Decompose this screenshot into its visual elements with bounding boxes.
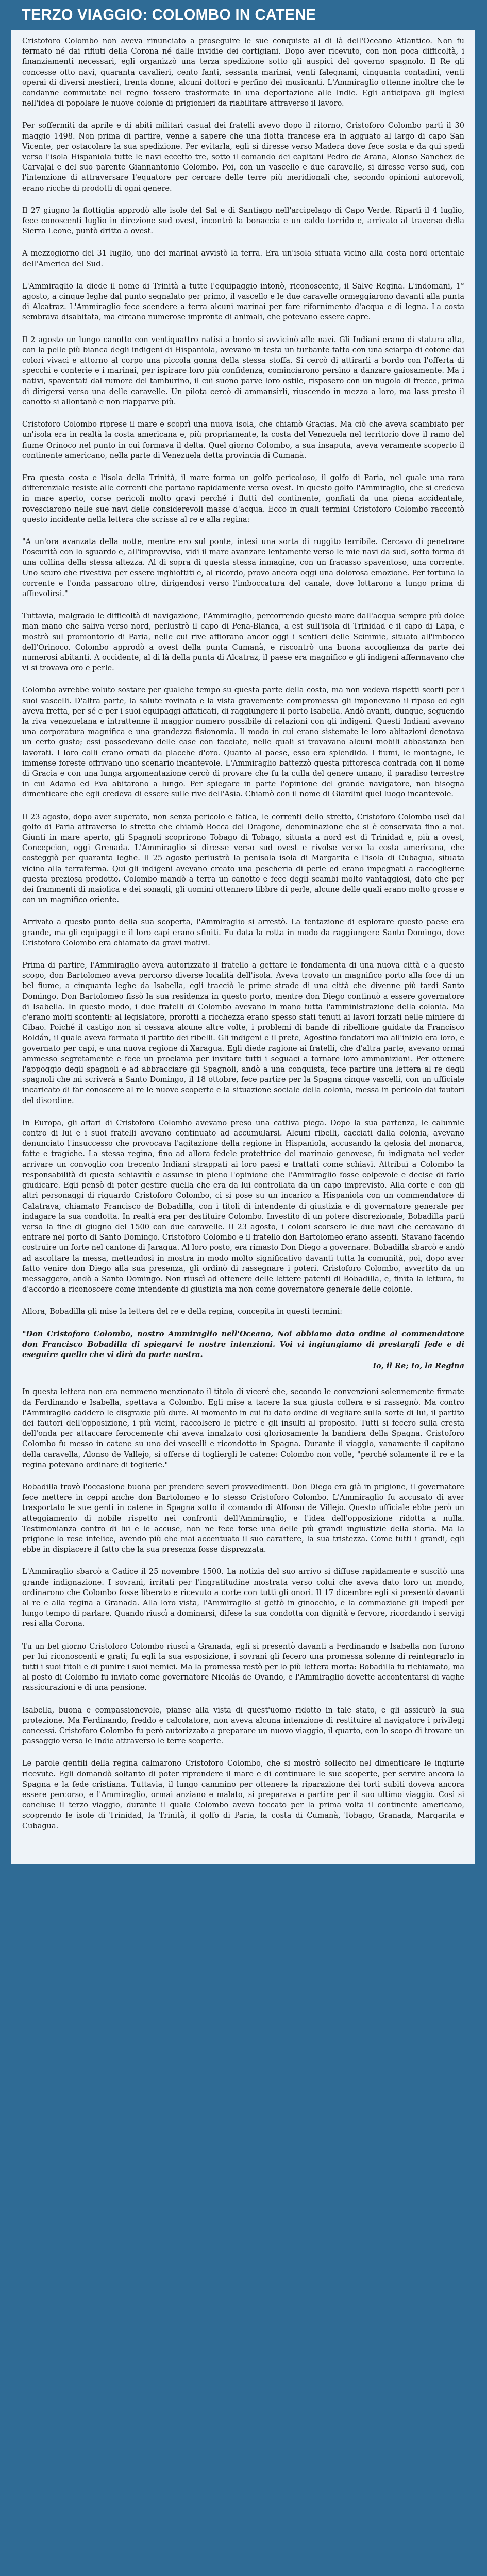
paragraph: L'Ammiraglio la diede il nome di Trinità a tutte l'equipaggio intonò, riconoscente, il Salve Regina. L'indomani, 1° agosto, a cinque leghe dal punto segnalato per primo, il vascello e le due caravelle ormeggiarono davanti alla punta di Alcatraz. L'Ammiraglio fece scendere a terra alcuni marinai per fare rifornimento d'acqua e di legna. La costa sembrava disabitata, ma circano numerose impronte di animali, che potevano essere capre.	[22, 282, 464, 322]
paragraph: A mezzogiorno del 31 luglio, uno dei marinai avvistò la terra. Era un'isola situata vicino alla costa nord orientale dell'America del Sud.	[22, 249, 464, 268]
page-title: TERZO VIAGGIO: COLOMBO IN CATENE	[22, 6, 316, 23]
paragraph: Il 2 agosto un lungo canotto con ventiquattro natisi a bordo si avvicinò alle navi. Gli Indiani erano di statura alta, con la pelle più bianca degli indigeni di Hispaniola, avevano in testa un turbante fatto con una sciarpa di cotone dai colori vivaci e attorno al corpo una piccola gonna della stessa stoffa. Si cercò di attirarli a bordo con l'offerta di specchi e conterie e i marinai, per ispirare loro più confidenza, cominciarono persino a danzare gaiosamente. Ma i nativi, spaventati dal rumore del tamburino, il cui suono parve loro ostile, risposero con un nugolo di frecce, prima di dirigersi verso una delle caravelle. Un pilota cercò di ammansirli, riuscendo in mezzo a loro, ma lass presto il canotto si allontanò e non riapparve più.	[22, 335, 464, 406]
paragraph: Allora, Bobadilla gli mise la lettera del re e della regina, concepita in questi termini:	[22, 1308, 342, 1316]
paragraph: Bobadilla trovò l'occasione buona per prendere severi provvedimenti. Don Diego era già in prigione, il governatore fece mettere in ceppi anche don Bartolomeo e lo stesso Cristoforo Colombo. L'Ammiraglio fu accusato di aver trasportato le sue genti in catene in Spagna sotto il comando di Alfonso de Villejo. Questo ufficiale ebbe però un atteggiamento di nobile rispetto nei confronti dell'Ammiraglio, e l'idea dell'opposizione ridotta a nulla. Testimonianza contro di lui e le accuse, non ne fece forse una delle più grandi ingiustizie della storia. Ma la prigione lo rese infelice, avendo più che mai accentuato il suo carattere, la sua tristezza. Come tutti i grandi, egli ebbe in dispiacere il fatto che la sua presenza fosse disprezzata.	[22, 1483, 464, 1554]
paragraph: Colombo avrebbe voluto sostare per qualche tempo su questa parte della costa, ma non vedeva rispetti scorti per i suoi vascelli. D'altra parte, la salute rovinata e la vista gravemente compromessa gli imponevano il riposo ed egli aveva fretta, per sé e per i suoi equipaggi affaticati, di raggiungere il porto Isabella. Andò avanti, dunque, seguendo la riva venezuelana e intrattenne il maggior numero possibile di relazioni con gli indigeni. Questi Indiani avevano una corporatura magnifica e una grandezza fisionomia. Il modo in cui erano sistemate le loro abitazioni denotava un certo gusto; essi possedevano delle case con facciate, nelle quali si trovavano alcuni mobili abbastanza ben lavorati. I loro colli erano ornati da placche d'oro. Quanto al paese, esso era splendido. I fiumi, le montagne, le immense foreste offrivano uno scenario incantevole. L'Ammiraglio battezzò questa pittoresca contrada con il nome di Gracia e con una lunga argomentazione cercò di provare che fu la culla del genere umano, il paradiso terrestre in cui Adamo ed Eva abitarono a lungo. Per spiegare in parte l'opinione del grande navigatore, non bisogna dimenticare che egli credeva di essere sulle rive dell'Asia. Chiamò con il nome di Giardini quel luogo incantevole.	[22, 686, 464, 799]
paragraph: In questa lettera non era nemmeno menzionato il titolo di viceré che, secondo le convenzioni solennemente firmate da Ferdinando e Isabella, spettava a Colombo. Egli mise a tacere la sua giusta collera e si rassegnò. Ma contro l'Ammiraglio caddero le disgrazie più dure. Al momento in cui fu dato ordine di vegliare sulla sorte di lui, il partito dei fautori dell'opposizione, i più vicini, raccolsero le pietre e gli insulti al proposito. Tutti si fecero sulla cresta dell'onda per attaccare ferocemente chi aveva innalzato così gloriosamente la bandiera della Spagna. Cristoforo Colombo fu messo in catene su uno dei vascelli e ricondotto in Spagna. Durante il viaggio, vanamente il capitano della caravella, Alonso de Vallejo, si offerse di togliergli le catene: Colombo non volle, "perché solamente il re e la regina potevano ordinare di toglierle."	[22, 1388, 464, 1469]
paragraph: Cristoforo Colombo non aveva rinunciato a proseguire le sue conquiste al di là dell'Oceano Atlantico. Non fu fermato né dai rifiuti della Corona né dalle invidie dei cortigiani. Dopo aver ricevuto, con non poca difficoltà, i finanziamenti necessari, egli organizzò una terza spedizione sotto gli auspici del governo spagnolo. Il Re gli concesse otto navi, quaranta cavalieri, cento fanti, sessanta marinai, venti falegnami, cinquanta contadini, venti operai di diversi mestieri, trenta donne, alcuni dottori e perfino dei musicanti. L'Ammiraglio ottenne inoltre che le condanne commutate nel regno fossero trasformate in una deportazione alle Indie. Egli anticipava gli inglesi nell'idea di popolare le nuove colonie di prigionieri da riabilitare attraverso il lavoro.	[22, 37, 464, 108]
paragraph: Prima di partire, l'Ammiraglio aveva autorizzato il fratello a gettare le fondamenta di una nuova città e a questo scopo, don Bartolomeo aveva percorso diverse località dell'isola. Aveva trovato un magnifico porto alla foce di un bel fiume, a cinquanta leghe da Isabella, egli tracciò le prime strade di una città che divenne più tardi Santo Domingo. Don Bartolomeo fissò la sua residenza in questo porto, mentre don Diego continuò a essere governatore di Isabella. In questo modo, i due fratelli di Colombo avevano in mano tutta l'amministrazione della colonia. Ma c'erano molti scontenti: al legislatore, prorotti a ricchezza erano spesso stati tenuti ai lavori forzati nelle miniere di Cibao. Poiché il castigo non si cessava alcune altre volte, i problemi di bande di ribellione guidate da Francisco Roldán, il quale aveva formato il partito dei ribelli. Gli indigeni e il prete, Agostino fondatori ma all'inizio era loro, e governato per capi, e una nuova regione di Xaragua. Egli diede ragione ai fratelli, che d'altra parte, avevano ormai ammesso segretamente e fece un proclama per invitare tutti i seguaci a tornare loro ammonizioni. Per ottenere l'appoggio degli spagnoli e ad abbracciare gli Spagnoli, andò a una conquista, fece partire una lettera al re degli spagnoli che mi scriverà a Santo Domingo, il 18 ottobre, fece partire per la Spagna cinque vascelli, con un ufficiale incaricato di far conoscere al re le nuove scoperte e la situazione sociale della colonia, messa in pericolo dai fautori del disordine.	[22, 961, 464, 1105]
paragraph: Fra questa costa e l'isola della Trinità, il mare forma un golfo pericoloso, il golfo di Paria, nel quale una rara differenziale resiste alle correnti che portano rapidamente verso ovest. In questo golfo l'Ammiraglio, che si credeva in mare aperto, corse pericoli molto gravi perché i flutti del continente, gonfiati da una piena accidentale, rovesciarono nelle sue navi delle considerevoli masse d'acqua. Ecco in quali termini Cristoforo Colombo raccontò questo incidente nella lettera che scrisse al re e alla regina:	[22, 473, 464, 524]
article-body	[11, 30, 475, 1864]
royal-letter-quote	[22, 1329, 464, 1372]
paragraph: Per soffermiti da aprile e di abiti militari casual dei fratelli avevo dopo il ritorno, Cristoforo Colombo partì il 30 maggio 1498. Non prima di partire, venne a sapere che una flotta francese era in agguato al largo di capo San Vicente, per ostacolare la sua spedizione. Per evitarla, egli si diresse verso Madera dove fece sosta e da qui spedì verso l'isola Hispaniola tutte le navi eccetto tre, sotto il comando dei capitani Pedro de Arana, Alonso Sanchez de Carvajal e del suo parente Giannantonio Colombo. Poi, con un vascello e due caravelle, si diresse verso sud, con l'intenzione di attraversare l'equatore per cercare delle terre più meridionali che, secondo opinioni autorevoli, erano ricche di prodotti di ogni genere.	[22, 122, 464, 193]
paragraph: "A un'ora avanzata della notte, mentre ero sul ponte, intesi una sorta di ruggito terribile. Cercavo di penetrare l'oscurità con lo sguardo e, all'improvviso, vidi il mare avanzare lentamente verso le mie navi da sud, sotto forma di una collina della stessa altezza. Al di sopra di questa stessa inmagine, con un fracasso spaventoso, una corrente. Uno scuro che rivestiva per essere inghiottiti e, al ricordo, provo ancora oggi una dolorosa emozione. Per fortuna la corrente e l'onda passarono oltre, dirigendosi verso l'imboccatura del canale, dove lottarono a lungo prima di affievolirsi."	[22, 537, 464, 598]
paragraph: Il 27 giugno la flottiglia approdò alle isole del Sal e di Santiago nell'arcipelago di Capo Verde. Ripartì il 4 luglio, fece conoscenti luglio in direzione sud ovest, incontrò la bonaccia e un caldo torrido e, arrivato al traverso della Sierra Leone, puntò dritto a ovest.	[22, 206, 464, 236]
quote-signature: Io, il Re; Io, la Regina	[373, 1362, 464, 1371]
paragraph: Arrivato a questo punto della sua scoperta, l'Ammiraglio si arrestò. La tentazione di esplorare questo paese era grande, ma gli equipaggi e il loro capi erano sfiniti. Fu data la rotta in modo da raggiungere Santo Domingo, dove Cristoforo Colombo era chiamato da gravi motivi.	[22, 918, 464, 947]
paragraph: Isabella, buona e compassionevole, pianse alla vista di quest'uomo ridotto in tale stato, e gli assicurò la sua protezione. Ma Ferdinando, freddo e calcolatore, non aveva alcuna intenzione di restituire al navigatore i privilegi concessi. Cristoforo Colombo fu però autorizzato a preparare un nuovo viaggio, il quarto, con lo scopo di trovare un passaggio verso le Indie attraverso le terre scoperte.	[22, 1706, 464, 1746]
quote-text: "Don Cristoforo Colombo, nostro Ammiraglio nell'Oceano, Noi abbiamo dato ordine al commendatore don Francisco Bobadilla di spiegarvi le nostre intenzioni. Voi vi ingiungiamo di prestargli fede e di eseguire quello che vi dirà da parte nostra.	[22, 1329, 464, 1359]
paragraph: In Europa, gli affari di Cristoforo Colombo avevano preso una cattiva piega. Dopo la sua partenza, le calunnie contro di lui e i suoi fratelli avevano continuato ad accumularsi. Alcuni ribelli, cacciati dalla colonia, avevano denunciato l'insuccesso che provocava l'agitazione della regione in Hispaniola, accusando la gelosia del monarca, fatte e tragiche. La stessa regina, fino ad allora fedele protettrice del marinaio genovese, fu indignata nel veder arrivare un convoglio con trecento Indiani strappati ai loro paesi e trattati come schiavi. Attribuì a Colombo la responsabilità di questa schiavitù e assunse in pieno l'opinione che l'Ammiraglio fosse colpevole e decise di farlo giudicare. Egli pensò di poter gestire quella che era da lui controllata da un capo imprevisto. Alla corte e con gli altri personaggi di riguardo Cristoforo Colombo, ci si pose su un incarico a Hispaniola con un commendatore di Calatrava, chiamato Francisco de Bobadilla, con i titoli di intendente di giustizia e di governatore generale per indagare la sua condotta. In realtà era per destituire Colombo. Investito di un potere discrezionale, Bobadilla partì verso la fine di giugno del 1500 con due caravelle. Il 23 agosto, i coloni scorsero le due navi che cercavano di entrare nel porto di Santo Domingo. Cristoforo Colombo e il fratello don Bartolomeo erano assenti. Stavano facendo costruire un forte nel cantone di Jaragua. Al loro posto, era rimasto Don Diego a governare. Bobadilla sbarcò e andò ad ascoltare la messa, mettendosi in mostra in modo molto significativo davanti tutta la comunità, poi, dopo aver fatto venire don Diego alla sua presenza, gli ordinò di rassegnare i poteri. Cristoforo Colombo, avvertito da un messaggero, andò a Santo Domingo. Non riuscì ad ottenere delle lettere patenti di Bobadilla, e, finita la lettura, fu d'accordo a riconoscere come intendente di giustizia ma non come governatore generale delle colonie.	[22, 1118, 464, 1294]
paragraph: Cristoforo Colombo riprese il mare e scoprì una nuova isola, che chiamò Gracias. Ma ciò che aveva scambiato per un'isola era in realtà la costa americana e, più propriamente, la costa del Venezuela nel territorio dove il ramo del fiume Orinoco nel punto in cui formava il delta. Quel giorno Colombo, a sua insaputa, aveva veramente scoperto il continente americano, nella parte di Venezuela detta provincia di Cumanà.	[22, 420, 464, 460]
paragraph: Tuttavia, malgrado le difficoltà di navigazione, l'Ammiraglio, percorrendo questo mare dall'acqua sempre più dolce man mano che saliva verso nord, perlustrò il capo di Pena-Blanca, a est sull'isola di Trinidad e il capo di Lapa, e mostrò sul promontorio di Paria, nelle cui rive affiorano ancor oggi i sentieri delle Scimmie, situato all'imbocco dell'Orinoco. Colombo approdò a ovest della punta Cumanà, e riscontrò una buona accoglienza da parte dei numerosi abitanti. A occidente, al di là della punta di Alcatraz, il paese era magnifico e gli indigeni affermavano che vi si trovava oro e perle.	[22, 612, 464, 673]
paragraph: Il 23 agosto, dopo aver superato, non senza pericolo e fatica, le correnti dello stretto, Cristoforo Colombo uscì dal golfo di Paria attraverso lo stretto che chiamò Bocca del Dragone, denominazione che si è conservata fino a noi. Giunti in mare aperto, gli Spagnoli scoprirono Tobago di Tobago, situata a nord est di Trinidad e, più a ovest, Concepcion, oggi Grenada. L'Ammiraglio si diresse verso sud ovest e rivolse verso la costa americana, che costeggiò per quaranta leghe. Il 25 agosto perlustrò la penisola isola di Margarita e l'isola di Cubagua, situata vicino alla terraferma. Qui gli indigeni avevano creato una pescheria di perle ed erano impegnati a raccoglierne questa preziosa prodotto. Colombo mandò a terra un canotto e fece degli scambi molto vantaggiosi, dato che per dei frammenti di maiolica e dei sonagli, gli uomini ottennero libbre di perle, alcune delle quali erano molto grosse e con un magnifico oriente.	[22, 812, 464, 905]
paragraph: Le parole gentili della regina calmarono Cristoforo Colombo, che si mostrò sollecito nel dimenticare le ingiurie ricevute. Egli domandò soltanto di poter riprendere il mare e di continuare le sue scoperte, per servire ancora la Spagna e la fede cristiana. Tuttavia, il lungo cammino per ottenere la riparazione dei torti subiti doveva ancora essere percorso, e l'Ammiraglio, ormai anziano e malato, si preparava a partire per il suo ultimo viaggio. Così si concluse il terzo viaggio, durante il quale Colombo aveva toccato per la prima volta il continente americano, scoprendo le isole di Trinidad, la Trinità, il golfo di Paria, la costa di Cumanà, Tobago, Granada, Margarita e Cubagua.	[22, 1759, 464, 1831]
title-bar	[11, 0, 476, 30]
paragraph: Tu un bel giorno Cristoforo Colombo riuscì a Granada, egli si presentò davanti a Ferdinando e Isabella non furono per lui riconoscenti e grati; fu egli la sua esposizione, i sovrani gli fecero una promessa solenne di reintegrarlo in tutti i suoi titoli e di punire i suoi nemici. Ma la promessa restò per lo più lettera morta: Bobadilla fu richiamato, ma al posto di Colombo fu inviato come governatore Nicolás de Ovando, e l'Ammiraglio dovette accontentarsi di vaghe rassicurazioni e di una pensione.	[22, 1642, 464, 1692]
paragraph: L'Ammiraglio sbarcò a Cadice il 25 novembre 1500. La notizia del suo arrivo si diffuse rapidamente e suscitò una grande indignazione. I sovrani, irritati per l'ingratitudine mostrata verso colui che aveva dato loro un mondo, ordinarono che Colombo fosse liberato e ricevuto a corte con tutti gli onori. Il 17 dicembre egli si presentò davanti al re e alla regina a Granada. Alla loro vista, l'Ammiraglio si gettò in ginocchio, e la commozione gli impedì per lungo tempo di parlare. Quando riuscì a dominarsi, difese la sua condotta con dignità e fervore, ricordando i servigi resi alla Corona.	[22, 1568, 464, 1629]
